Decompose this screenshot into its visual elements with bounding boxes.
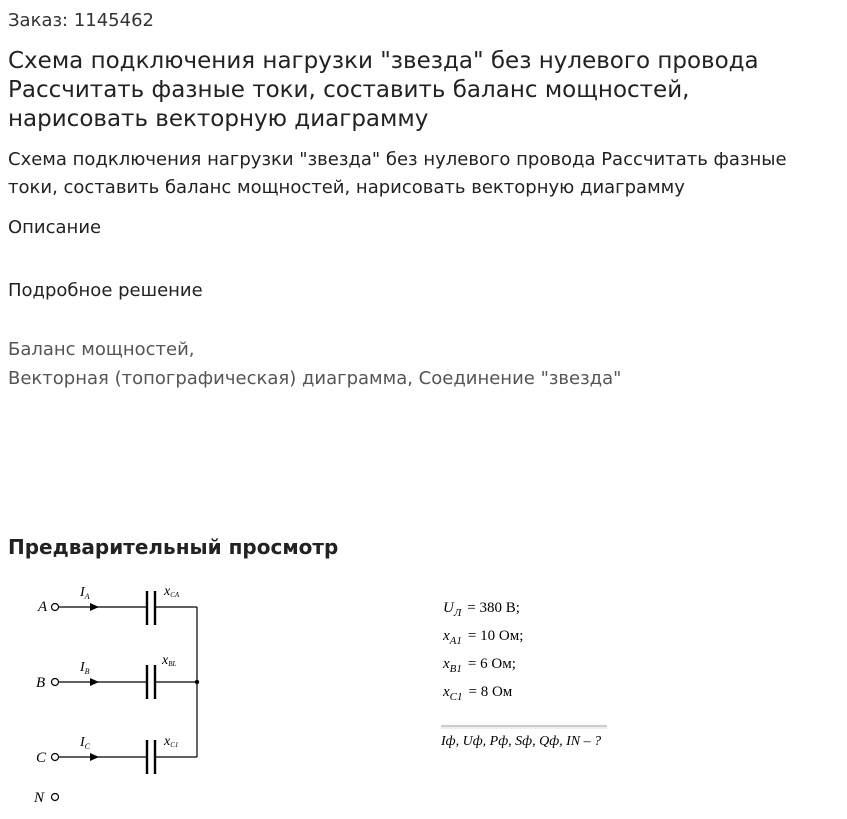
node-terminal — [52, 754, 59, 761]
page-title — [8, 47, 838, 134]
preview-heading: Предварительный просмотр — [8, 535, 339, 559]
node-terminal — [52, 604, 59, 611]
arrow-icon — [90, 603, 99, 611]
given-xc: $x_{C1} = 8$ Ом — [443, 684, 513, 703]
given-xa: $x_{A1} = 10$ Ом; — [443, 628, 524, 647]
current-label-a: $I_A$ — [80, 585, 90, 601]
current-label-c: $I_C$ — [80, 735, 91, 751]
node-terminal — [52, 794, 59, 801]
arrow-icon — [90, 753, 99, 761]
title-line: Рассчитать фазные токи, составить баланс мощностей, — [8, 77, 690, 103]
element-label-b: xBL — [162, 653, 177, 668]
preview-image — [0, 575, 847, 819]
title-line: Схема подключения нагрузки "звезда" без нулевого провода — [8, 48, 759, 74]
task-summary — [8, 146, 844, 202]
title-line: нарисовать векторную диаграмму — [8, 106, 429, 132]
tag-link[interactable]: Баланс мощностей, — [8, 339, 195, 360]
node-label-b: B — [36, 675, 46, 691]
order-number: Заказ: 1145462 — [8, 10, 154, 31]
node-terminal — [52, 679, 59, 686]
given-xb: $x_{B1} = 6$ Ом; — [443, 656, 516, 675]
node-label-a: A — [38, 599, 48, 615]
element-label-a: xCA — [164, 584, 180, 599]
solution-heading: Подробное решение — [8, 280, 203, 301]
given-values — [442, 600, 523, 703]
element-label-c: xC1 — [164, 734, 179, 749]
arrow-icon — [90, 678, 99, 686]
summary-line: Схема подключения нагрузки "звезда" без нулевого провода Рассчитать фазные — [8, 149, 787, 170]
given-u: $U_Л = 380$ В; — [443, 600, 520, 619]
node-label-c: C — [36, 750, 47, 766]
node-label-n: N — [34, 790, 45, 806]
circuit-wires — [52, 604, 198, 801]
summary-line: токи, составить баланс мощностей, нарисовать векторную диаграмму — [8, 177, 685, 198]
circuit-diagram — [0, 575, 847, 819]
tags — [8, 335, 621, 393]
capacitor-plates — [147, 591, 155, 774]
find-line: Iф, Uф, Pф, Sф, Qф, IN – ? — [441, 734, 602, 749]
tag-link[interactable]: Векторная (топографическая) диаграмма, Соединение "звезда" — [8, 368, 622, 389]
description-heading: Описание — [8, 217, 102, 238]
current-label-b: $I_B$ — [80, 660, 90, 676]
star-point-dot — [195, 680, 199, 684]
